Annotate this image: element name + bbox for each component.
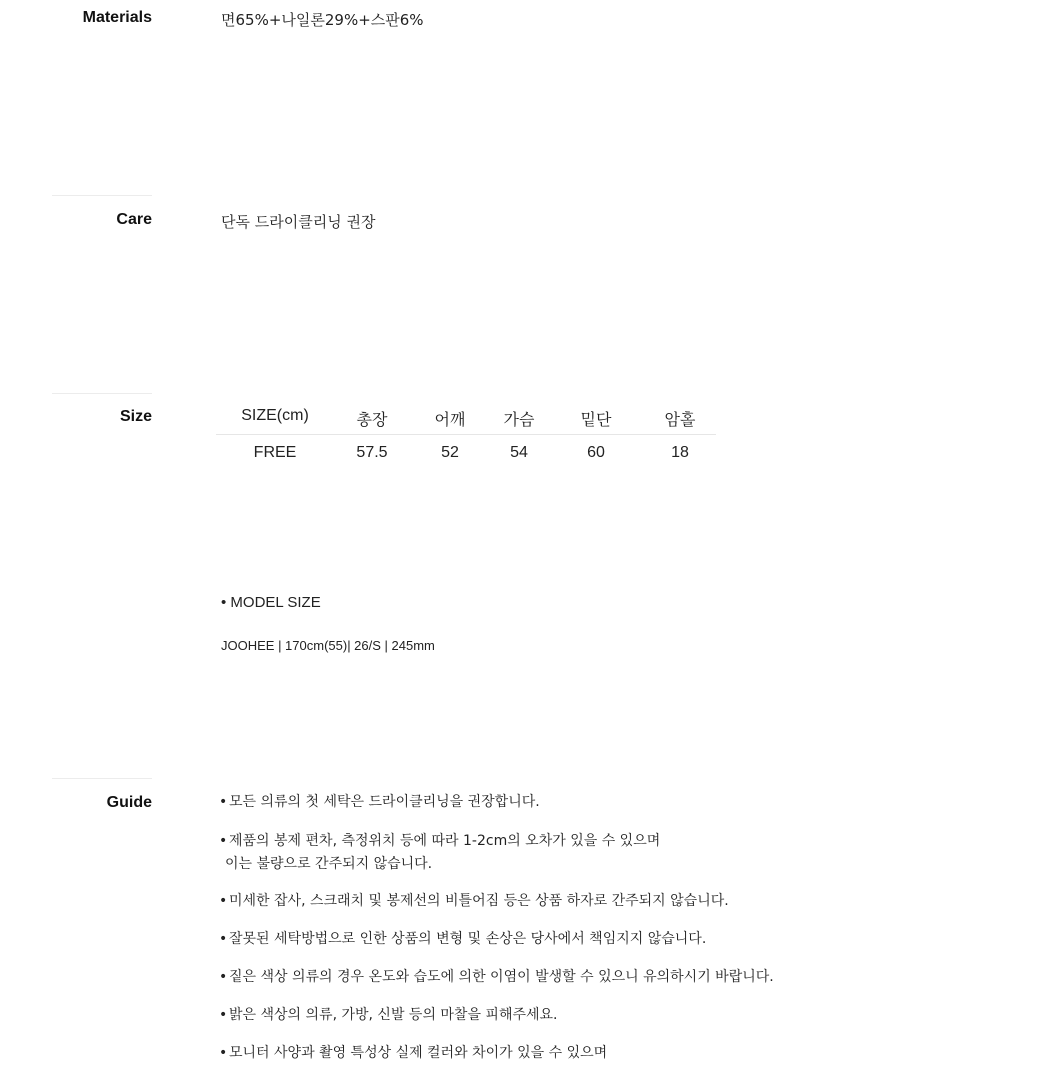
guide-item — [219, 791, 540, 814]
guide-text-continued: 이는 불량으로 간주되지 않습니다. — [225, 856, 433, 872]
size-header-cell: 총장 — [356, 412, 388, 429]
guide-item — [219, 1004, 558, 1027]
section-divider — [52, 393, 152, 394]
guide-item — [219, 890, 729, 913]
bullet-icon: • — [219, 1007, 228, 1023]
size-header-cell: 밑단 — [580, 412, 612, 429]
guide-text: 짙은 색상 의류의 경우 온도와 습도에 의한 이염이 발생할 수 있으니 유의하시기 바랍니다. — [229, 969, 774, 985]
guide-text: 밝은 색상의 의류, 가방, 신발 등의 마찰을 피해주세요. — [229, 1007, 558, 1023]
model-size-info: JOOHEE | 170cm(55)| 26/S | 245mm — [221, 638, 435, 653]
size-cell: 54 — [510, 444, 528, 461]
table-row — [216, 435, 716, 469]
care-label: Care — [116, 211, 152, 228]
size-cell: 18 — [671, 444, 689, 461]
size-label: Size — [119, 408, 152, 425]
size-cell: 60 — [587, 444, 605, 461]
size-table — [216, 404, 716, 469]
materials-value: 면65%+나일론29%+스판6% — [221, 11, 424, 29]
size-table-header — [216, 404, 716, 435]
care-value: 단독 드라이클리닝 권장 — [221, 213, 376, 231]
guide-item — [219, 1042, 607, 1065]
size-header-cell: 암홀 — [664, 412, 696, 429]
bullet-icon: • — [219, 794, 228, 810]
bullet-icon: • — [219, 893, 228, 909]
guide-text: 잘못된 세탁방법으로 인한 상품의 변형 및 손상은 당사에서 책임지지 않습니다. — [229, 931, 707, 947]
section-divider — [52, 778, 152, 779]
bullet-icon: • — [219, 833, 228, 849]
guide-item — [219, 830, 660, 876]
bullet-icon: • — [219, 1045, 228, 1061]
guide-text: 미세한 잡사, 스크래치 및 봉제선의 비틀어짐 등은 상품 하자로 간주되지 않습니다. — [229, 893, 729, 909]
guide-item — [219, 966, 774, 989]
size-header-cell: 어깨 — [434, 412, 466, 429]
materials-label: Materials — [82, 9, 152, 26]
guide-text: 모든 의류의 첫 세탁은 드라이클리닝을 권장합니다. — [229, 794, 540, 810]
guide-label: Guide — [106, 794, 152, 811]
size-cell: FREE — [253, 444, 297, 461]
size-cell: 52 — [441, 444, 459, 461]
bullet-icon: • — [219, 931, 228, 947]
bullet-icon: • — [219, 969, 228, 985]
size-header-cell: SIZE(cm) — [241, 407, 309, 424]
size-header-cell: 가슴 — [503, 412, 535, 429]
model-size-title: • MODEL SIZE — [221, 594, 321, 611]
guide-item — [219, 928, 706, 951]
size-cell: 57.5 — [356, 444, 388, 461]
section-divider — [52, 195, 152, 196]
guide-text: 제품의 봉제 편차, 측정위치 등에 따라 1-2cm의 오차가 있을 수 있으며 — [229, 833, 661, 849]
guide-text: 모니터 사양과 촬영 특성상 실제 컬러와 차이가 있을 수 있으며 — [229, 1045, 608, 1061]
